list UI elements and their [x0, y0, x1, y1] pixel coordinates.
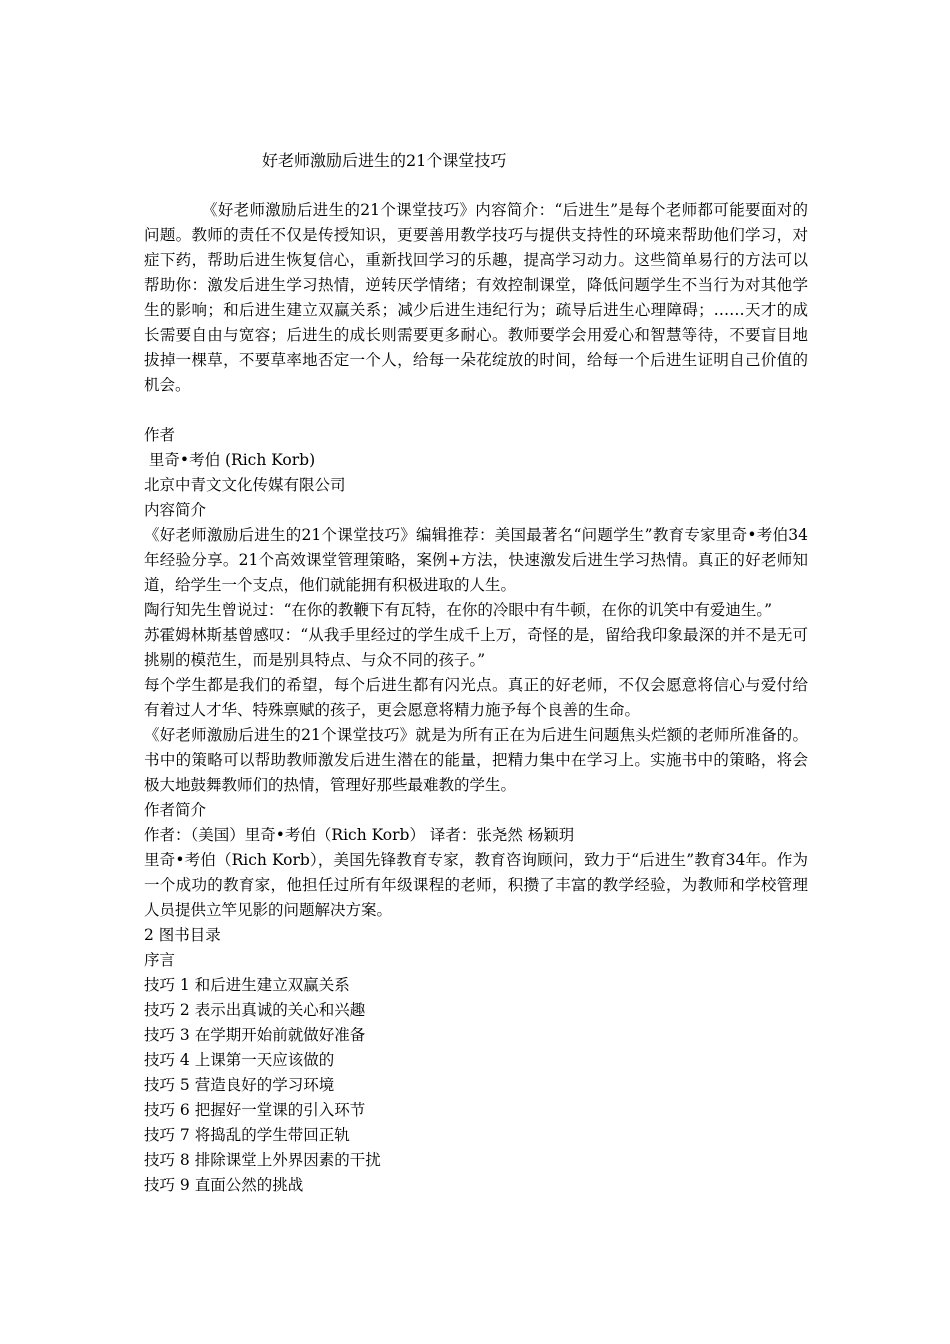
document-body	[144, 423, 808, 1198]
author-bio-paragraph: 里奇•考伯（Rich Korb），美国先锋教育专家，教育咨询顾问，致力于“后进生”教育34年。作为一个成功的教育家，他担任过所有年级课程的老师，积攒了丰富的教学经验，为教师和学校管理人员提供立竿见影的问题解决方案。	[144, 851, 808, 919]
intro-paragraph: 《好老师激励后进生的21个课堂技巧》内容简介：“后进生”是每个老师都可能要面对的问题。教师的责任不仅是传授知识，更要善用教学技巧与提供支持性的环境来帮助他们学习，对症下药，帮助后进生恢复信心，重新找回学习的乐趣，提高学习动力。这些简单易行的方法可以帮助你：激发后进生学习热情，逆转厌学情绪；有效控制课堂，降低问题学生不当行为对其他学生的影响；和后进生建立双赢关系；减少后进生违纪行为；疏导后进生心理障碍；……天才的成长需要自由与宽容；后进生的成长则需要更多耐心。教师要学会用爱心和智慧等待，不要盲目地拔掉一棵草，不要草率地否定一个人，给每一朵花绽放的时间，给每一个后进生证明自己价值的机会。	[144, 201, 808, 394]
toc-item: 技巧 1 和后进生建立双赢关系	[144, 976, 350, 994]
section-heading-author-intro: 作者简介	[144, 801, 207, 819]
book-purpose-paragraph: 《好老师激励后进生的21个课堂技巧》就是为所有正在为后进生问题焦头烂额的老师所准备的。书中的策略可以帮助教师激发后进生潜在的能量，把精力集中在学习上。实施书中的策略，将会极大地鼓舞教师们的热情，管理好那些最难教的学生。	[144, 726, 808, 794]
section-heading-content-summary: 内容简介	[144, 501, 207, 519]
author-translator-line: 作者：（美国）里奇•考伯（Rich Korb） 译者：张尧然 杨颖玥	[144, 826, 575, 844]
toc-item: 技巧 3 在学期开始前就做好准备	[144, 1026, 366, 1044]
section-heading-toc: 2 图书目录	[144, 926, 221, 944]
toc-item: 技巧 4 上课第一天应该做的	[144, 1051, 335, 1069]
section-heading-author: 作者	[144, 426, 176, 444]
publisher-name: 北京中青文文化传媒有限公司	[144, 476, 346, 494]
toc-item: 技巧 9 直面公然的挑战	[144, 1176, 304, 1194]
toc-item: 技巧 8 排除课堂上外界因素的干扰	[144, 1151, 381, 1169]
editor-recommendation-paragraph: 《好老师激励后进生的21个课堂技巧》编辑推荐：美国最著名“问题学生”教育专家里奇•考伯34年经验分享。21个高效课堂管理策略，案例+方法，快速激发后进生学习热情。真正的好老师知道，给学生一个支点，他们就能拥有积极进取的人生。	[144, 526, 808, 594]
toc-item: 技巧 5 营造良好的学习环境	[144, 1076, 335, 1094]
hope-paragraph: 每个学生都是我们的希望，每个后进生都有闪光点。真正的好老师，不仅会愿意将信心与爱付给有着过人才华、特殊禀赋的孩子，更会愿意将精力施予每个良善的生命。	[144, 676, 808, 719]
document-title: 好老师激励后进生的21个课堂技巧	[262, 151, 507, 170]
quote-tao-xingzhi: 陶行知先生曾说过：“在你的教鞭下有瓦特，在你的冷眼中有牛顿，在你的讥笑中有爱迪生。”	[144, 601, 773, 619]
toc-item: 技巧 2 表示出真诚的关心和兴趣	[144, 1001, 366, 1019]
toc-item: 技巧 7 将捣乱的学生带回正轨	[144, 1126, 350, 1144]
quote-sukhomlinsky: 苏霍姆林斯基曾感叹：“从我手里经过的学生成千上万，奇怪的是，留给我印象最深的并不是无可挑剔的模范生，而是别具特点、与众不同的孩子。”	[144, 626, 808, 669]
author-name: 里奇•考伯 (Rich Korb)	[144, 451, 316, 469]
toc-item: 技巧 6 把握好一堂课的引入环节	[144, 1101, 366, 1119]
toc-item: 序言	[144, 951, 176, 969]
